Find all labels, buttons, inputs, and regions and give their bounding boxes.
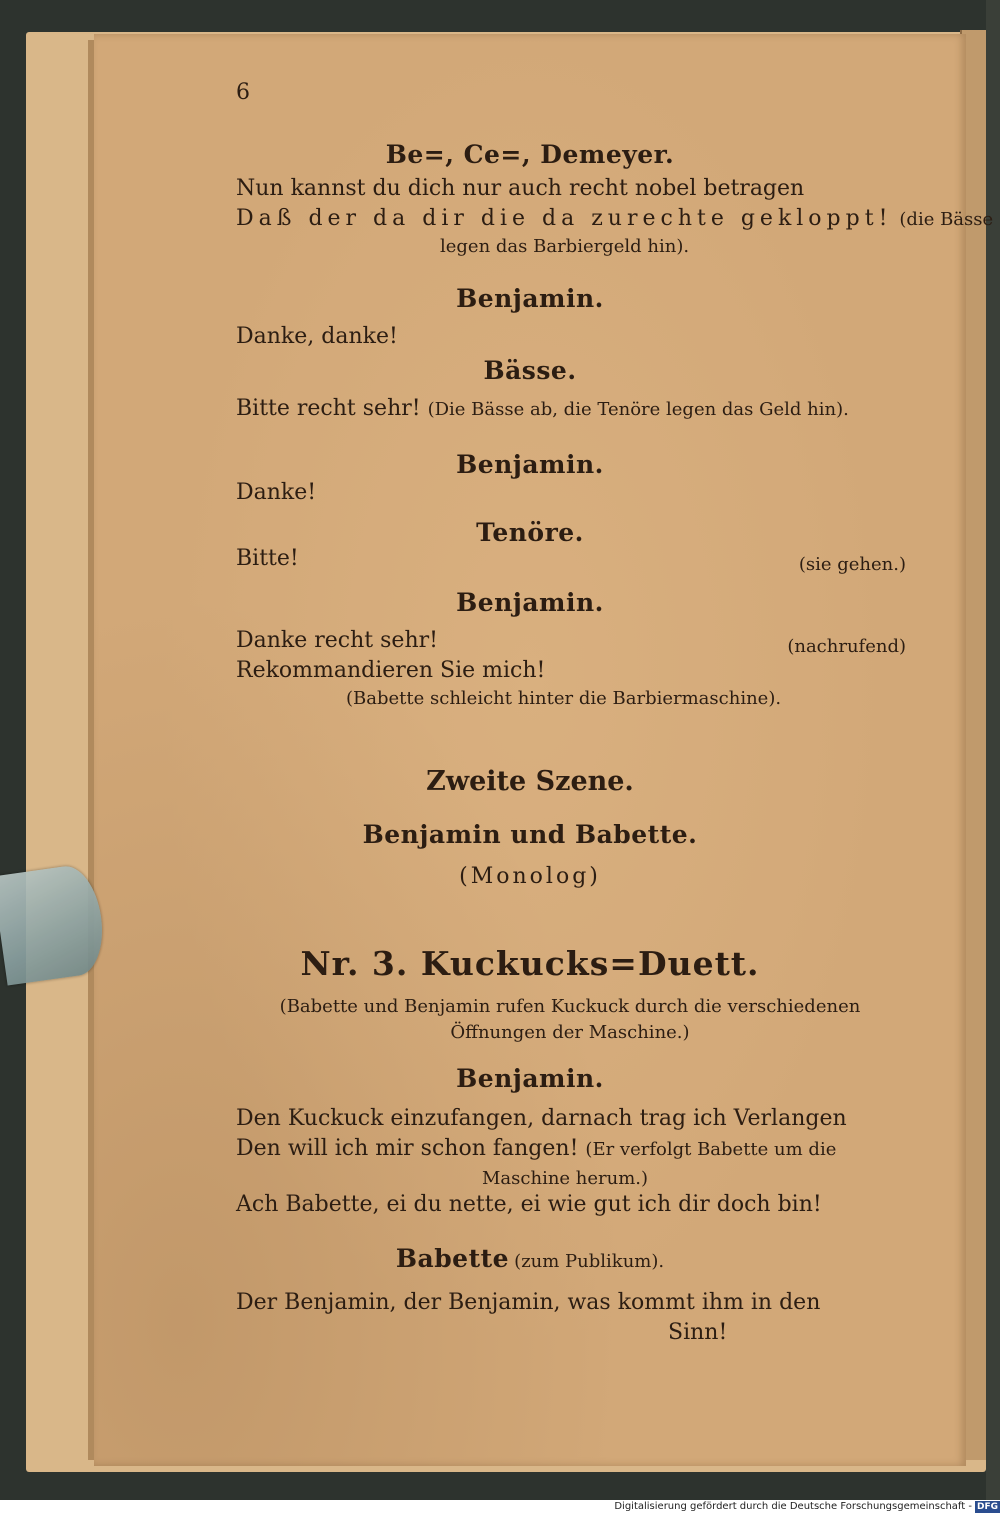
speaker-heading: Benjamin. xyxy=(456,1064,604,1093)
speaker-heading: Tenöre. xyxy=(476,518,584,547)
verse-line: Danke recht sehr! xyxy=(236,628,438,653)
verse-text: Bitte recht sehr! xyxy=(236,396,421,421)
speaker-heading: Benjamin. xyxy=(456,450,604,479)
number-title: Nr. 3. Kuckucks=Duett. xyxy=(300,944,760,983)
verse-line xyxy=(236,396,849,421)
verse-line: Der Benjamin, der Benjamin, was kommt ihm in den xyxy=(236,1290,821,1315)
stage-direction: Maschine herum.) xyxy=(482,1168,649,1189)
footer-credit xyxy=(0,1500,1000,1514)
verse-line xyxy=(236,206,993,231)
stage-direction: legen das Barbiergeld hin). xyxy=(440,236,690,257)
stage-direction: (zum Publikum). xyxy=(514,1251,665,1272)
verse-line: Danke, danke! xyxy=(236,324,398,349)
scene-characters: Benjamin und Babette. xyxy=(362,820,698,849)
footer-text: Digitalisierung gefördert durch die Deutsche Forschungsgemeinschaft - xyxy=(614,1501,972,1512)
speaker-heading: Benjamin. xyxy=(456,284,604,313)
verse-line: Bitte! xyxy=(236,546,299,571)
verse-line: Nun kannst du dich nur auch recht nobel betragen xyxy=(236,176,805,201)
speaker-heading: Bässe. xyxy=(483,356,577,385)
stage-direction: (sie gehen.) xyxy=(798,554,906,575)
verse-line: Ach Babette, ei du nette, ei wie gut ich dir doch bin! xyxy=(236,1192,822,1217)
verse-line: Rekommandieren Sie mich! xyxy=(236,658,546,683)
verse-line xyxy=(236,1136,836,1161)
speaker-heading-row xyxy=(94,1244,966,1273)
verse-line: Danke! xyxy=(236,480,317,505)
page-number: 6 xyxy=(236,80,250,105)
stage-direction: (Babette schleicht hinter die Barbiermaschine). xyxy=(346,688,782,709)
stage-direction: (Babette und Benjamin rufen Kuckuck durch die verschiedenen xyxy=(279,996,861,1017)
verse-line: Den Kuckuck einzufangen, darnach trag ich Verlangen xyxy=(236,1106,847,1131)
speaker-heading: Be=, Ce=, Demeyer. xyxy=(385,140,675,169)
verse-line: Sinn! xyxy=(668,1320,728,1345)
stage-direction: (nachrufend) xyxy=(787,636,906,657)
stage-direction: (die Bässe xyxy=(899,209,994,230)
verse-text: Den will ich mir schon fangen! xyxy=(236,1136,579,1161)
stage-direction: (Er verfolgt Babette um die xyxy=(585,1139,837,1160)
scene-note: (Monolog) xyxy=(459,864,601,889)
verse-text: Daß der da dir die da zurechte gekloppt! xyxy=(236,206,893,231)
stage-direction: (Die Bässe ab, die Tenöre legen das Geld hin). xyxy=(427,399,849,420)
speaker-heading: Babette xyxy=(395,1244,510,1273)
dfg-logo: DFG xyxy=(976,1502,998,1512)
stage-direction: Öffnungen der Maschine.) xyxy=(450,1022,690,1043)
speaker-heading: Benjamin. xyxy=(456,588,604,617)
scene-title: Zweite Szene. xyxy=(426,766,634,797)
